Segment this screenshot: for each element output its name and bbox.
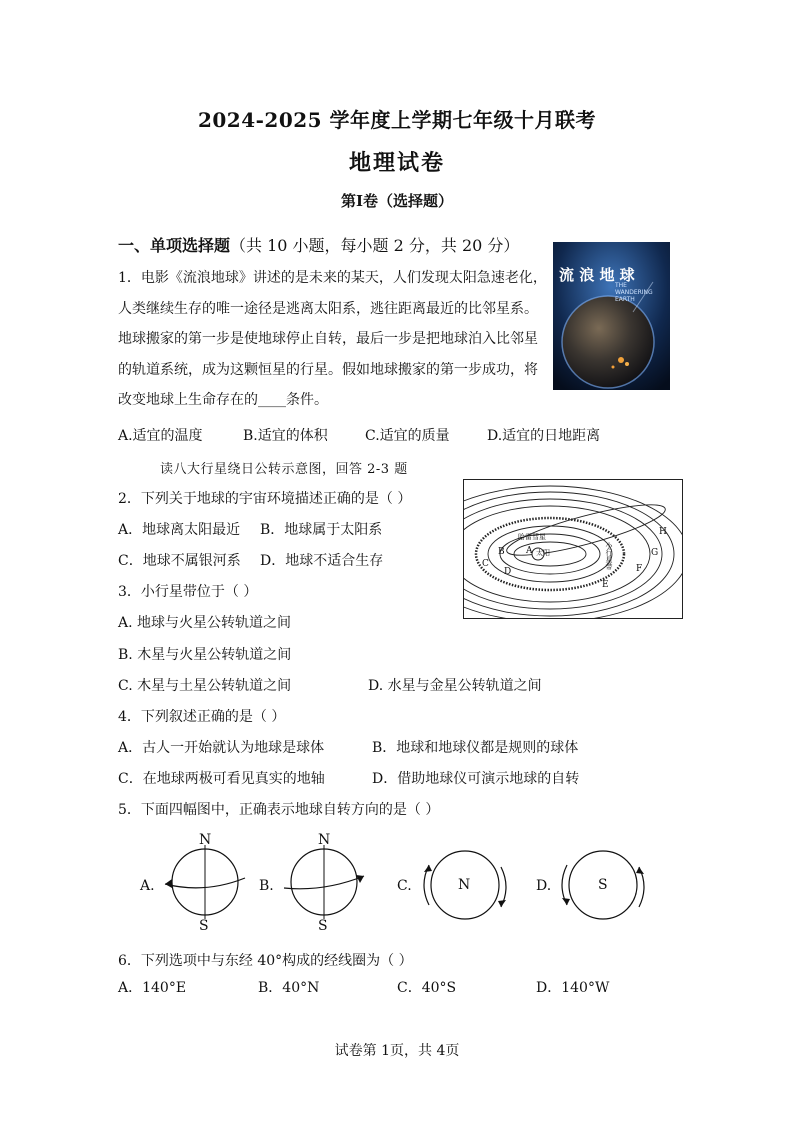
q6-option-c: C．40°S [397, 980, 457, 996]
asteroid-belt-label: 小行星带 [605, 542, 613, 570]
q4-option-b: B．地球和地球仪都是规则的球体 [372, 740, 579, 756]
planet-label-d: D [504, 567, 512, 577]
section-heading [118, 233, 519, 256]
q6-option-d: D．140°W [536, 980, 610, 996]
q4-option-c: C．在地球两极可看见真实的地轴 [118, 771, 325, 787]
q2-option-d: D．地球不适合生存 [260, 553, 384, 569]
q5-fig-c-label: C. [397, 878, 412, 894]
q1-line: 改变地球上生命存在的____条件。 [118, 392, 328, 408]
q3-option-b: B. 木星与火星公转轨道之间 [118, 647, 292, 663]
planet-label-g: G [651, 548, 659, 558]
q5-fig-a-label: A. [140, 878, 155, 894]
planet-label-f: F [636, 564, 643, 574]
planet-label-h: H [659, 527, 667, 537]
q2-3-intro: 读八大行星绕日公转示意图，回答 2-3 题 [160, 462, 408, 477]
question-1 [118, 263, 550, 416]
movie-poster-image [553, 242, 670, 390]
q5-fig-a-north: N [199, 832, 212, 848]
q2-stem: 2．下列关于地球的宇宙环境描述正确的是（ ） [118, 491, 412, 507]
planet-label-c: C [482, 559, 489, 569]
q1-line: 地球搬家的第一步是使地球停止自转，最后一步是把地球泊入比邻星 [118, 331, 538, 347]
q5-fig-b-label: B. [259, 878, 274, 894]
q5-stem: 5．下面四幅图中，正确表示地球自转方向的是（ ） [118, 802, 440, 818]
q1-line: 的轨道系统，成为这颗恒星的行星。假如地球搬家的第一步成功，将 [118, 361, 538, 378]
sun-label: 太阳 [536, 549, 550, 557]
q5-fig-c-north: N [458, 877, 471, 893]
poster-subtitle: WANDERING [615, 289, 653, 296]
page-footer: 试卷第 1页，共 4页 [334, 1043, 460, 1059]
q1-line: 1．电影《流浪地球》讲述的是未来的某天，人们发现太阳急速老化， [118, 270, 547, 286]
q5-fig-b-north: N [318, 832, 331, 848]
planet-label-b: B [498, 547, 505, 557]
q1-option-d: D.适宜的日地距离 [487, 428, 601, 444]
q6-option-b: B．40°N [258, 980, 320, 996]
q1-option-c: C.适宜的质量 [365, 428, 450, 444]
q3-option-a: A. 地球与火星公转轨道之间 [118, 615, 292, 631]
q2-option-b: B．地球属于太阳系 [260, 522, 383, 538]
planet-label-a: A [526, 546, 533, 556]
poster-subtitle: THE [615, 282, 627, 289]
poster-title: 流 浪 地 球 [559, 266, 635, 284]
q3-option-c: C. 木星与土星公转轨道之间 [118, 678, 292, 694]
q1-line: 人类继续生存的唯一途径是逃离太阳系，逃往距离最近的比邻星系。 [118, 300, 538, 317]
q5-fig-b-south: S [318, 918, 328, 934]
q5-fig-d-label: D. [536, 878, 552, 894]
q5-fig-d-south: S [598, 877, 608, 893]
q1-option-b: B.适宜的体积 [243, 428, 328, 444]
q1-option-a: A.适宜的温度 [118, 428, 203, 444]
q5-fig-a-south: S [199, 918, 209, 934]
subject-title: 地理试卷 [348, 150, 445, 176]
q4-option-d: D．借助地球仪可演示地球的自转 [372, 771, 580, 787]
q6-option-a: A．140°E [118, 980, 187, 996]
exam-title: 2024-2025 学年度上学期七年级十月联考 [197, 108, 597, 132]
q6-stem: 6．下列选项中与东经 40°构成的经线圈为（ ） [118, 953, 413, 969]
poster-subtitle: EARTH [615, 296, 635, 303]
comet-label: 哈雷彗星 [518, 533, 546, 541]
q2-option-a: A．地球离太阳最近 [118, 522, 241, 538]
q2-option-c: C．地球不属银河系 [118, 553, 241, 569]
section-name: 一、单项选择题 [118, 236, 231, 255]
q4-stem: 4．下列叙述正确的是（ ） [118, 709, 286, 725]
part-title: 第Ⅰ卷（选择题） [340, 192, 454, 210]
q4-option-a: A．古人一开始就认为地球是球体 [118, 740, 325, 756]
q5-fig-a [160, 840, 250, 926]
section-note: （共 10 小题，每小题 2 分，共 20 分） [230, 236, 520, 255]
q5-fig-b [279, 840, 369, 926]
q3-option-d: D. 水星与金星公转轨道之间 [368, 678, 542, 694]
q3-stem: 3．小行星带位于（ ） [118, 584, 258, 600]
solar-system-diagram [463, 479, 683, 619]
planet-label-e: E [602, 580, 609, 590]
